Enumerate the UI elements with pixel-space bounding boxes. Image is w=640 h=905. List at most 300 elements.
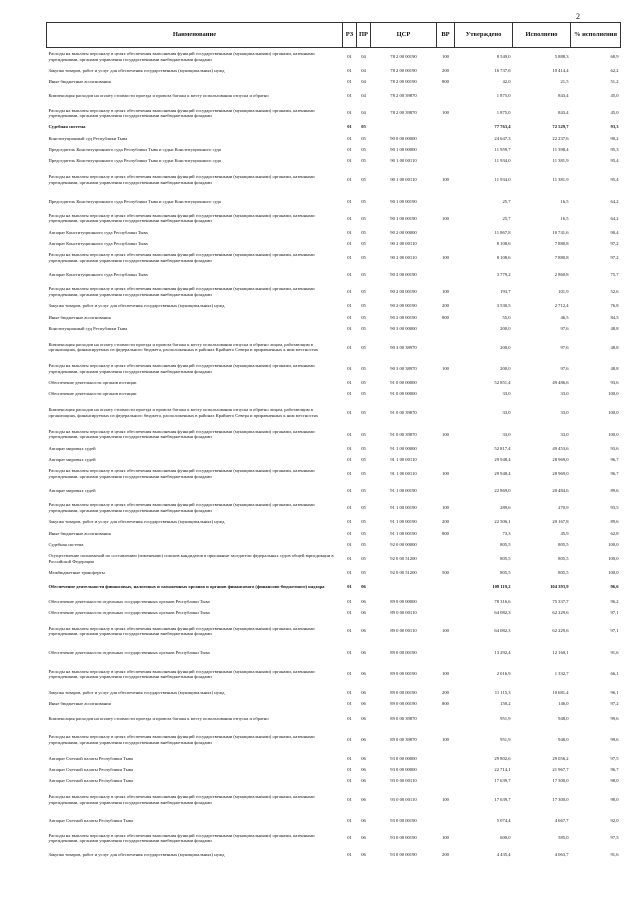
row-vr-cell: 200 <box>442 303 449 309</box>
row-percent-cell: 96,7 <box>610 767 619 773</box>
row-pr-cell: 05 <box>361 410 366 416</box>
row-approved-cell: 11 934,0 <box>494 158 511 164</box>
row-approved-cell: 25,7 <box>502 215 511 221</box>
row-percent-cell: 93,5 <box>610 505 619 511</box>
row-vr-cell: 100 <box>442 431 449 437</box>
table-row <box>47 377 621 388</box>
header-executed: Исполнено <box>513 23 571 48</box>
row-vr-cell <box>437 764 455 775</box>
row-csr-cell: 90 2 00 00110 <box>390 255 417 261</box>
row-csr-cell: 93 0 00 00000 <box>390 767 417 773</box>
row-approved-cell: 805,5 <box>500 541 511 547</box>
row-name-cell: Аппарат Конституционного суда Республики Тыва <box>48 240 148 246</box>
row-pr-cell: 05 <box>361 391 366 397</box>
row-csr-cell: 78 2 00 00190 <box>390 79 417 85</box>
row-rz-cell: 01 <box>347 737 352 743</box>
row-pr-cell: 06 <box>361 835 366 841</box>
row-vr-cell: 500 <box>442 570 449 576</box>
row-percent-cell: 96,6 <box>610 584 619 590</box>
table-row <box>47 227 621 238</box>
row-csr-cell: 90 2 00 00190 <box>390 289 417 295</box>
row-vr-cell <box>437 596 455 607</box>
row-rz-cell: 01 <box>347 198 352 204</box>
row-vr-cell: 100 <box>442 110 449 116</box>
row-csr-cell: 90 2 00 00190 <box>390 314 417 320</box>
row-pr-cell: 06 <box>361 737 366 743</box>
row-pr-cell: 05 <box>361 570 366 576</box>
row-csr-cell: 91 1 00 00190 <box>390 530 417 536</box>
row-percent-cell: 100,0 <box>608 410 619 416</box>
row-pr-cell: 06 <box>361 584 366 590</box>
row-csr-cell: 91 1 00 00000 <box>390 445 417 451</box>
table-row <box>47 775 621 786</box>
row-vr-cell <box>437 266 455 283</box>
row-rz-cell: 01 <box>347 671 352 677</box>
row-approved-cell: 17 639,7 <box>494 796 511 802</box>
row-csr-cell: 89 0 00 39870 <box>390 737 417 743</box>
row-vr-cell: 100 <box>442 628 449 634</box>
row-pr-cell: 06 <box>361 690 366 696</box>
row-name-cell: Закупка товаров, работ и услуг для обеспечения государственных (муниципальных) нужд <box>48 519 225 525</box>
row-approved-cell: 1 875,0 <box>496 93 511 99</box>
row-pr-cell: 05 <box>361 147 366 153</box>
row-name-cell: Расходы на выплаты персоналу в целях обеспечения выполнения функций государственными (муниципальными) органами, казенными учреждениями, органами управления государственными внебюджетными фондами <box>48 668 315 680</box>
row-rz-cell: 01 <box>347 505 352 511</box>
row-approved-cell: 78 316,6 <box>494 598 511 604</box>
row-pr-cell: 05 <box>361 445 366 451</box>
row-name-cell: Компенсация расходов на оплату стоимости проезда и провоза багажа к месту использования отпуска и обратно <box>48 93 269 99</box>
table-row <box>47 193 621 210</box>
row-csr-cell: 89 0 00 00190 <box>390 690 417 696</box>
row-approved-cell: 200,0 <box>500 366 511 372</box>
row-pr-cell: 05 <box>361 255 366 261</box>
row-name-cell: Расходы на выплаты персоналу в целях обеспечения выполнения функций государственными (муниципальными) органами, казенными учреждениями, органами управления государственными внебюджетными фондами <box>48 428 315 440</box>
row-executed-cell: 7 880,8 <box>554 255 569 261</box>
row-vr-cell <box>437 550 455 567</box>
row-percent-cell: 52,6 <box>610 289 619 295</box>
row-vr-cell <box>437 227 455 238</box>
row-rz-cell: 01 <box>347 701 352 707</box>
row-percent-cell: 97,1 <box>610 609 619 615</box>
row-percent-cell: 100,0 <box>608 431 619 437</box>
row-name-cell: Судебная система <box>48 124 86 130</box>
row-pr-cell: 06 <box>361 715 366 721</box>
row-vr-cell <box>437 644 455 661</box>
row-name-cell: Иные бюджетные ассигнования <box>48 530 111 536</box>
row-rz-cell: 01 <box>347 570 352 576</box>
table-row <box>47 65 621 76</box>
row-percent-cell: 95,4 <box>610 177 619 183</box>
table-row <box>47 238 621 249</box>
row-rz-cell: 01 <box>347 818 352 824</box>
row-csr-cell: 91 0 00 00000 <box>390 391 417 397</box>
row-rz-cell: 01 <box>347 255 352 261</box>
row-percent-cell: 84,5 <box>610 314 619 320</box>
row-percent-cell: 97,5 <box>610 755 619 761</box>
row-pr-cell: 05 <box>361 556 366 562</box>
row-approved-cell: 22 506,1 <box>494 519 511 525</box>
row-approved-cell: 64 082,3 <box>494 609 511 615</box>
row-approved-cell: 11 115,3 <box>494 690 511 696</box>
row-name-cell: Обеспечение деятельности отдельных государственных органов Республики Тыва <box>48 609 210 615</box>
row-csr-cell: 90 3 00 00000 <box>390 325 417 331</box>
row-name-cell: Закупка товаров, работ и услуг для обеспечения государственных (муниципальных) нужд <box>48 67 225 73</box>
row-csr-cell: 90 2 00 00190 <box>390 303 417 309</box>
row-pr-cell: 06 <box>361 649 366 655</box>
row-rz-cell: 01 <box>347 755 352 761</box>
row-pr-cell: 06 <box>361 796 366 802</box>
row-approved-cell: 200,0 <box>500 325 511 331</box>
row-pr-cell: 05 <box>361 541 366 547</box>
row-rz-cell: 01 <box>347 778 352 784</box>
row-executed-cell: 49 486,6 <box>552 380 569 386</box>
row-pr-cell: 05 <box>361 366 366 372</box>
row-executed-cell: 585,0 <box>558 835 569 841</box>
row-name-cell: Конституционный суд Республики Тыва <box>48 135 128 141</box>
row-csr-cell: 91 0 00 39870 <box>390 410 417 416</box>
row-rz-cell: 01 <box>347 457 352 463</box>
row-name-cell: Председатель Конституционного суда Республики Тыва и судьи Конституционного суда <box>48 147 221 153</box>
table-row <box>47 550 621 567</box>
row-approved-cell: 22 869,0 <box>494 488 511 494</box>
table-row <box>47 607 621 618</box>
row-executed-cell: 21,5 <box>560 79 569 85</box>
row-executed-cell: 270,9 <box>558 505 569 511</box>
table-row <box>47 618 621 644</box>
row-name-cell: Расходы на выплаты персоналу в целях обеспечения выполнения функций государственными (муниципальными) органами, казенными учреждениями, органами управления государственными внебюджетными фондами <box>48 734 315 745</box>
row-name-cell: Аппарат мировых судей <box>48 488 96 494</box>
table-row <box>47 454 621 465</box>
row-rz-cell: 01 <box>347 135 352 141</box>
row-executed-cell: 805,5 <box>558 541 569 547</box>
row-csr-cell: 78 2 00 39870 <box>390 93 417 99</box>
row-approved-cell: 33,0 <box>502 431 511 437</box>
row-csr-cell: 90 1 00 00110 <box>390 177 417 183</box>
row-vr-cell <box>437 753 455 764</box>
row-pr-cell: 06 <box>361 818 366 824</box>
row-approved-cell: 289,6 <box>500 505 511 511</box>
row-approved-cell: 55,0 <box>502 314 511 320</box>
row-executed-cell: 11 381,9 <box>552 177 569 183</box>
row-rz-cell: 01 <box>347 796 352 802</box>
row-approved-cell: 17 639,7 <box>494 778 511 784</box>
row-vr-cell <box>437 710 455 727</box>
row-rz-cell: 01 <box>347 303 352 309</box>
row-percent-cell: 62,8 <box>610 530 619 536</box>
header-name: Наименование <box>47 23 343 48</box>
row-pr-cell: 05 <box>361 519 366 525</box>
row-executed-cell: 28 969,0 <box>552 471 569 477</box>
table-row <box>47 787 621 813</box>
row-percent-cell: 96,7 <box>610 457 619 463</box>
row-name-cell: Межбюджетные трансферты <box>48 570 105 576</box>
row-vr-cell <box>437 813 455 830</box>
row-approved-cell: 2 016,9 <box>496 671 511 677</box>
row-approved-cell: 73,3 <box>502 530 511 536</box>
row-executed-cell: 16,5 <box>560 198 569 204</box>
row-csr-cell <box>371 122 437 133</box>
row-percent-cell: 75,7 <box>610 272 619 278</box>
row-rz-cell: 01 <box>347 715 352 721</box>
row-executed-cell: 16,5 <box>560 215 569 221</box>
row-percent-cell: 91,6 <box>610 852 619 858</box>
row-percent-cell: 99,6 <box>610 737 619 743</box>
row-executed-cell: 948,0 <box>558 737 569 743</box>
row-percent-cell: 96,7 <box>610 471 619 477</box>
row-vr-cell <box>437 389 455 400</box>
row-executed-cell: 29 056,2 <box>552 755 569 761</box>
table-row <box>47 249 621 266</box>
row-executed-cell: 146,0 <box>558 701 569 707</box>
row-name-cell: Расходы на выплаты персоналу в целях обеспечения выполнения функций государственными (муниципальными) органами, казенными учреждениями, органами управления государственными внебюджетными фондами <box>48 212 315 224</box>
row-vr-cell <box>437 334 455 360</box>
row-pr-cell: 05 <box>361 457 366 463</box>
row-rz-cell: 01 <box>347 147 352 153</box>
row-vr-cell: 100 <box>442 255 449 261</box>
row-approved-cell: 3 779,2 <box>496 272 511 278</box>
row-executed-cell: 97,6 <box>560 325 569 331</box>
row-vr-cell: 100 <box>442 366 449 372</box>
row-approved-cell: 29 802,6 <box>494 755 511 761</box>
row-name-cell: Расходы на выплаты персоналу в целях обеспечения выполнения функций государственными (муниципальными) органами, казенными учреждениями, органами управления государственными внебюджетными фондами <box>48 502 315 513</box>
row-csr-cell: 78 2 00 00190 <box>390 67 417 73</box>
row-approved-cell: 29 948,4 <box>494 471 511 477</box>
row-vr-cell <box>437 88 455 105</box>
table-row <box>47 400 621 426</box>
row-csr-cell: 93 0 00 00190 <box>390 852 417 858</box>
row-approved-cell: 951,9 <box>500 737 511 743</box>
row-approved-cell: 1 875,0 <box>496 110 511 116</box>
row-name-cell: Расходы на выплаты персоналу в целях обеспечения выполнения функций государственными (муниципальными) органами, казенными учреждениями, органами управления государственными внебюджетными фондами <box>48 174 315 185</box>
row-approved-cell: 22 714,1 <box>494 767 511 773</box>
row-executed-cell: 4 667,7 <box>554 818 569 824</box>
row-name-cell: Расходы на выплаты персоналу в целях обеспечения выполнения функций государственными (муниципальными) органами, казенными учреждениями, органами управления государственными внебюджетными фондами <box>48 252 315 263</box>
row-executed-cell: 28 969,0 <box>552 457 569 463</box>
row-csr-cell <box>371 579 437 596</box>
row-csr-cell: 90 2 00 00110 <box>390 240 417 246</box>
row-executed-cell: 33,0 <box>560 431 569 437</box>
row-vr-cell <box>437 539 455 550</box>
row-percent-cell: 100,0 <box>608 541 619 547</box>
row-executed-cell: 7 880,8 <box>554 240 569 246</box>
row-csr-cell: 89 0 00 00110 <box>390 609 417 615</box>
row-pr-cell: 05 <box>361 158 366 164</box>
row-rz-cell: 01 <box>347 110 352 116</box>
row-vr-cell: 100 <box>442 471 449 477</box>
table-row <box>47 133 621 144</box>
header-vr: ВР <box>437 23 455 48</box>
row-percent-cell: 100,0 <box>608 391 619 397</box>
row-name-cell: Расходы на выплаты персоналу в целях обеспечения выполнения функций государственными (муниципальными) органами, казенными учреждениями, органами управления государственными внебюджетными фондами <box>48 363 315 374</box>
row-approved-cell: 8 108,6 <box>496 240 511 246</box>
row-rz-cell: 01 <box>347 272 352 278</box>
table-row <box>47 727 621 753</box>
row-rz-cell: 01 <box>347 215 352 221</box>
row-executed-cell: 10 741,6 <box>552 229 569 235</box>
row-rz-cell: 01 <box>347 628 352 634</box>
row-csr-cell: 92 0 00 51200 <box>390 570 417 576</box>
row-pr-cell: 04 <box>361 110 366 116</box>
row-name-cell: Аппарат Счетной палаты Республики Тыва <box>48 818 133 824</box>
row-csr-cell: 89 0 00 39870 <box>390 715 417 721</box>
row-percent-cell: 95,4 <box>610 158 619 164</box>
row-csr-cell: 91 1 00 00190 <box>390 505 417 511</box>
row-rz-cell: 01 <box>347 530 352 536</box>
row-rz-cell: 01 <box>347 158 352 164</box>
row-approved-cell: 11 934,0 <box>494 177 511 183</box>
row-executed-cell: 33,0 <box>560 391 569 397</box>
row-approved-cell: 200,0 <box>500 344 511 350</box>
row-csr-cell: 92 0 00 51200 <box>390 556 417 562</box>
row-name-cell: Расходы на выплаты персоналу в целях обеспечения выполнения функций государственными (муниципальными) органами, казенными учреждениями, органами управления государственными внебюджетными фондами <box>48 286 315 297</box>
row-name-cell: Иные бюджетные ассигнования <box>48 79 111 85</box>
row-percent-cell: 90,2 <box>610 135 619 141</box>
row-percent-cell: 48,8 <box>610 344 619 350</box>
table-row <box>47 323 621 334</box>
table-row <box>47 528 621 539</box>
row-rz-cell: 01 <box>347 445 352 451</box>
row-approved-cell: 33,0 <box>502 391 511 397</box>
row-executed-cell: 843,4 <box>558 110 569 116</box>
row-pr-cell: 06 <box>361 755 366 761</box>
row-approved-cell: 8 108,6 <box>496 255 511 261</box>
row-approved-cell: 13 292,4 <box>494 649 511 655</box>
row-executed-cell: 97,6 <box>560 366 569 372</box>
row-vr-cell <box>437 323 455 334</box>
table-row <box>47 144 621 155</box>
row-percent-cell: 76,8 <box>610 303 619 309</box>
row-percent-cell: 62,2 <box>610 67 619 73</box>
table-row <box>47 579 621 596</box>
table-row <box>47 88 621 105</box>
row-pr-cell: 04 <box>361 93 366 99</box>
table-row <box>47 699 621 710</box>
row-csr-cell: 93 0 00 00190 <box>390 818 417 824</box>
row-pr-cell: 05 <box>361 488 366 494</box>
row-pr-cell: 05 <box>361 124 366 130</box>
table-row <box>47 567 621 578</box>
row-rz-cell: 01 <box>347 431 352 437</box>
row-pr-cell: 04 <box>361 67 366 73</box>
row-name-cell: Иные бюджетные ассигнования <box>48 314 111 320</box>
row-csr-cell: 90 3 00 38970 <box>390 366 417 372</box>
row-vr-cell <box>437 193 455 210</box>
table-row <box>47 360 621 377</box>
row-percent-cell: 100,0 <box>608 556 619 562</box>
row-pr-cell: 05 <box>361 325 366 331</box>
row-executed-cell: 12 160,1 <box>552 649 569 655</box>
row-pr-cell: 06 <box>361 701 366 707</box>
row-pr-cell: 05 <box>361 344 366 350</box>
row-percent-cell: 64,2 <box>610 198 619 204</box>
row-pr-cell: 06 <box>361 778 366 784</box>
row-rz-cell: 01 <box>347 767 352 773</box>
row-vr-cell <box>437 482 455 499</box>
row-csr-cell: 90 2 00 00000 <box>390 229 417 235</box>
table-row <box>47 499 621 516</box>
row-rz-cell: 01 <box>347 556 352 562</box>
row-executed-cell: 20 167,8 <box>552 519 569 525</box>
table-row <box>47 105 621 122</box>
row-vr-cell: 100 <box>442 671 449 677</box>
table-row <box>47 312 621 323</box>
row-rz-cell: 01 <box>347 366 352 372</box>
row-pr-cell: 05 <box>361 530 366 536</box>
row-executed-cell: 1 332,7 <box>554 671 569 677</box>
row-csr-cell: 91 1 00 00110 <box>390 471 417 477</box>
row-rz-cell: 01 <box>347 380 352 386</box>
row-pr-cell: 06 <box>361 609 366 615</box>
row-vr-cell: 100 <box>442 289 449 295</box>
row-rz-cell: 01 <box>347 541 352 547</box>
row-csr-cell: 78 2 00 39870 <box>390 110 417 116</box>
budget-execution-table <box>46 22 621 864</box>
table-header-row <box>47 23 621 48</box>
table-row <box>47 847 621 864</box>
row-percent-cell: 93,3 <box>610 124 619 130</box>
row-name-cell: Председатель Конституционного суда Республики Тыва и судьи Конституционного суда <box>48 158 221 164</box>
row-pr-cell: 04 <box>361 53 366 59</box>
row-rz-cell: 01 <box>347 852 352 858</box>
row-percent-cell: 98,0 <box>610 796 619 802</box>
row-vr-cell: 100 <box>442 505 449 511</box>
row-csr-cell: 92 0 00 00000 <box>390 541 417 547</box>
row-csr-cell: 90 2 00 00190 <box>390 272 417 278</box>
row-csr-cell: 93 0 00 00000 <box>390 755 417 761</box>
row-rz-cell: 01 <box>347 344 352 350</box>
table-body <box>47 48 621 864</box>
row-executed-cell: 45,9 <box>560 530 569 536</box>
row-executed-cell: 17 300,0 <box>552 796 569 802</box>
row-name-cell: Компенсация расходов на оплату стоимости проезда и провоза багажа к месту использования отпуска и обратно лицам, работающим в организациях, финансируемых из федерального бюджета, расположенных в районах Крайнего Севера и приравненных к ним местностях <box>48 407 319 418</box>
header-pr: ПР <box>357 23 371 48</box>
table-row <box>47 300 621 311</box>
row-executed-cell: 33,0 <box>560 410 569 416</box>
row-name-cell: Председатель Конституционного суда Республики Тыва и судьи Конституционного суда <box>48 198 221 204</box>
row-csr-cell: 91 0 00 00000 <box>390 380 417 386</box>
row-vr-cell: 800 <box>442 314 449 320</box>
header-approved: Утверждено <box>455 23 513 48</box>
row-approved-cell: 16 737,6 <box>494 67 511 73</box>
row-vr-cell: 200 <box>442 690 449 696</box>
row-rz-cell: 01 <box>347 471 352 477</box>
row-rz-cell: 01 <box>347 79 352 85</box>
row-approved-cell: 951,9 <box>500 715 511 721</box>
table-row <box>47 661 621 687</box>
row-approved-cell: 5 074,4 <box>496 818 511 824</box>
row-pr-cell: 05 <box>361 135 366 141</box>
row-executed-cell: 10 681,4 <box>552 690 569 696</box>
row-rz-cell: 01 <box>347 410 352 416</box>
table-row <box>47 443 621 454</box>
row-executed-cell: 21 967,7 <box>552 767 569 773</box>
row-rz-cell: 01 <box>347 391 352 397</box>
row-name-cell: Аппарат мировых судей <box>48 445 96 451</box>
table-row <box>47 516 621 527</box>
row-rz-cell: 01 <box>347 835 352 841</box>
row-csr-cell: 93 0 00 00110 <box>390 796 417 802</box>
row-rz-cell: 01 <box>347 519 352 525</box>
row-pr-cell: 05 <box>361 431 366 437</box>
table-row <box>47 764 621 775</box>
row-percent-cell: 97,5 <box>610 835 619 841</box>
row-pr-cell: 05 <box>361 505 366 511</box>
row-pr-cell: 04 <box>361 79 366 85</box>
row-rz-cell: 01 <box>347 177 352 183</box>
table-row <box>47 644 621 661</box>
row-pr-cell: 06 <box>361 767 366 773</box>
row-name-cell: Расходы на выплаты персоналу в целях обеспечения выполнения функций государственными (муниципальными) органами, казенными учреждениями, органами управления государственными внебюджетными фондами <box>48 832 315 844</box>
